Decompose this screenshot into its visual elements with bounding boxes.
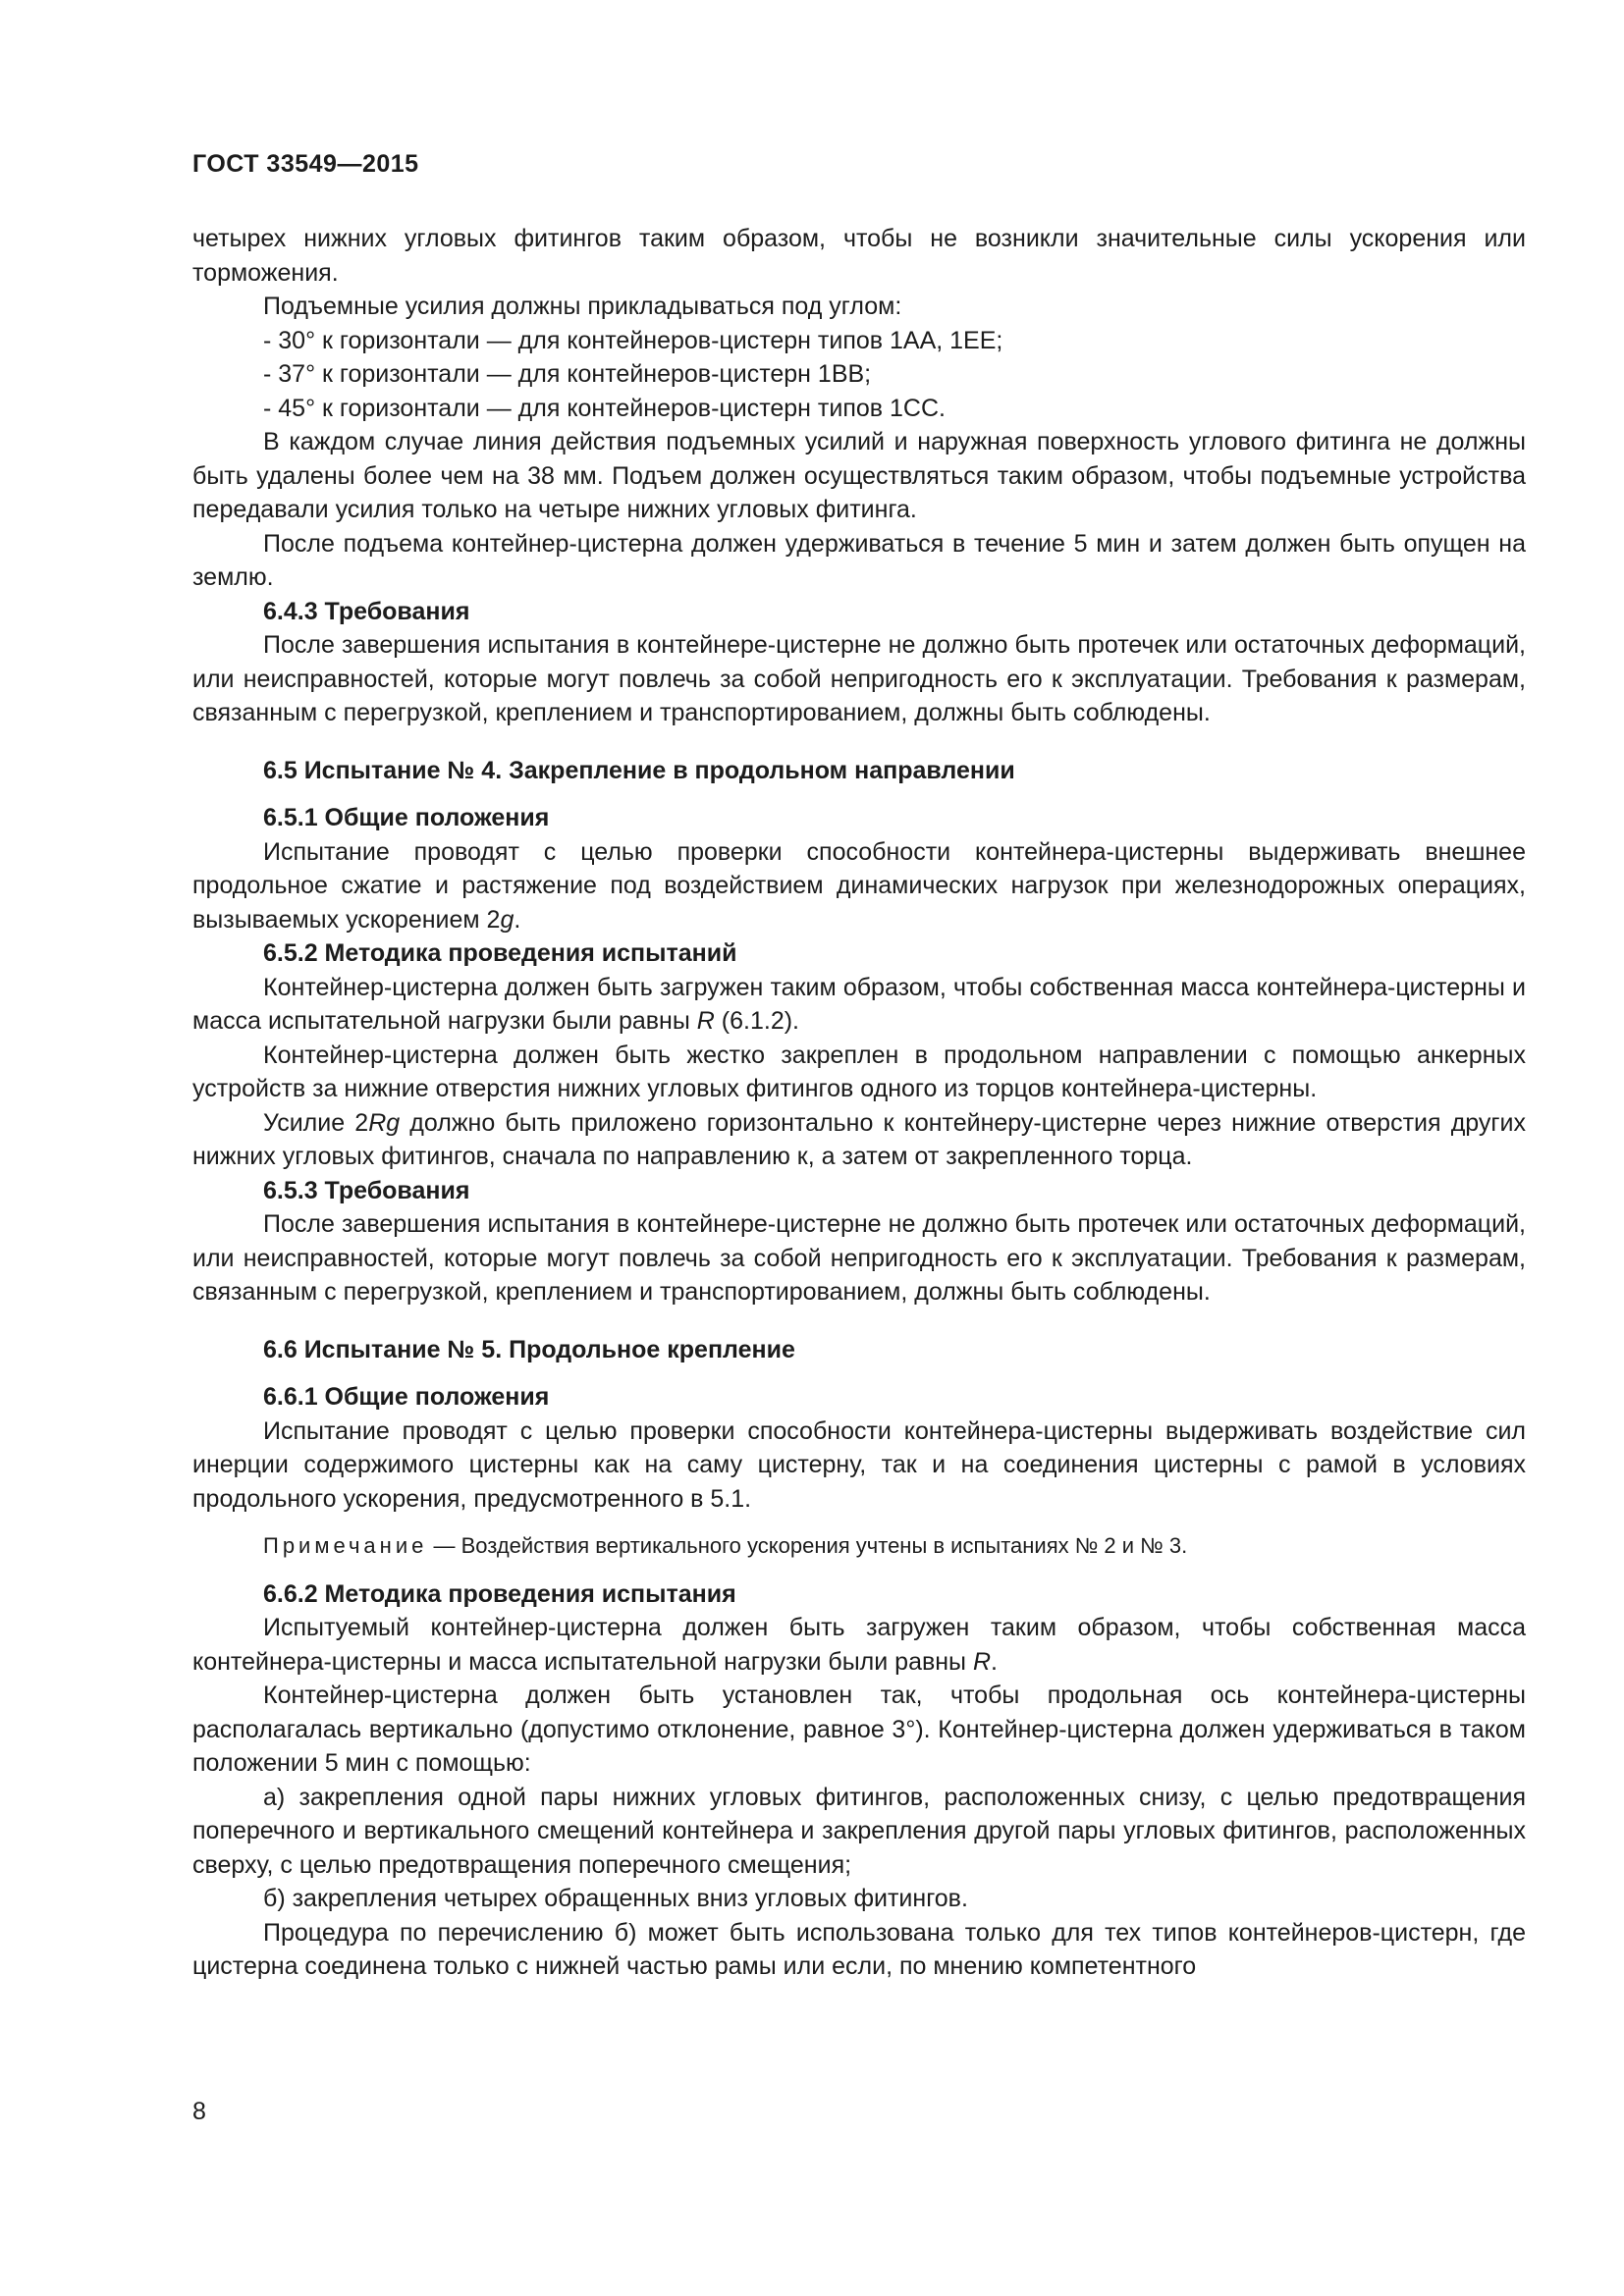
paragraph: Контейнер-цистерна должен быть жестко закреплен в продольном направлении с помощью анкерных устройств за нижние отверстия нижних угловых фитингов одного из торцов контейнера-цистерны.	[192, 1041, 1526, 1102]
note-text: — Воздействия вертикального ускорения учтены в испытаниях № 2 и № 3.	[427, 1533, 1188, 1558]
paragraph: четырех нижних угловых фитингов таким образом, чтобы не возникли значительные силы ускорения или торможения.	[192, 225, 1526, 287]
list-item: а) закрепления одной пары нижних угловых фитингов, расположенных снизу, с целью предотвращения поперечного и вертикального смещений контейнера и закрепления другой пары угловых фитингов, расположенных сверху, с целью предотвращения поперечного смещения;	[192, 1783, 1526, 1879]
text: Контейнер-цистерна должен быть загружен таким образом, чтобы собственная масса контейнера-цистерны и масса испытательной нагрузки были равны	[192, 973, 1526, 1035]
section-heading-6-5: 6.5 Испытание № 4. Закрепление в продольном направлении	[263, 756, 1015, 784]
text: Усилие 2	[263, 1108, 369, 1137]
text: Испытание проводят с целью проверки способности контейнера-цистерны выдерживать внешнее продольное сжатие и растяжение под воздействием динамических нагрузок при железнодорожных операциях, вызываемых ускорением 2	[192, 837, 1526, 934]
paragraph: Испытание проводят с целью проверки способности контейнера-цистерны выдерживать воздействие сил инерции содержимого цистерны как на саму цистерну, так и на соединения цистерны с рамой в условиях продольного ускорения, предусмотренного в 5.1.	[192, 1416, 1526, 1513]
paragraph: Контейнер-цистерна должен быть установлен так, чтобы продольная ось контейнера-цистерны располагалась вертикально (допустимо отклонение, равное 3°). Контейнер-цистерна должен удерживаться в таком положении 5 мин с помощью:	[192, 1682, 1526, 1777]
paragraph	[192, 1611, 1526, 1679]
paragraph	[192, 971, 1526, 1039]
paragraph	[192, 835, 1526, 937]
paragraph: После завершения испытания в контейнере-цистерне не должно быть протечек или остаточных деформаций, или неисправностей, которые могут повлечь за собой непригодность его к эксплуатации. Требования к размерам, связанным с перегрузкой, креплением и транспортированием, должны быть соблюдены.	[192, 631, 1526, 726]
list-item: - 45° к горизонтали — для контейнеров-цистерн типов 1СС.	[263, 394, 946, 422]
document-body	[192, 222, 1526, 1984]
list-item: б) закрепления четырех обращенных вниз угловых фитингов.	[263, 1885, 968, 1912]
paragraph: После завершения испытания в контейнере-цистерне не должно быть протечек или остаточных деформаций, или неисправностей, которые могут повлечь за собой непригодность его к эксплуатации. Требования к размерам, связанным с перегрузкой, креплением и транспортированием, должны быть соблюдены.	[192, 1210, 1526, 1306]
symbol-r: R	[696, 1007, 715, 1035]
paragraph: Подъемные усилия должны прикладываться под углом:	[263, 293, 902, 320]
text: (6.1.2).	[714, 1007, 799, 1035]
section-heading-6-5-1: 6.5.1 Общие положения	[263, 804, 550, 831]
paragraph: В каждом случае линия действия подъемных усилий и наружная поверхность углового фитинга не должны быть удалены более чем на 38 мм. Подъем должен осуществляться таким образом, чтобы подъемные устройства передавали усилия только на четыре нижних угловых фитинга.	[192, 428, 1526, 523]
section-heading-6-6-1: 6.6.1 Общие положения	[263, 1383, 550, 1411]
text: Испытуемый контейнер-цистерна должен быть загружен таким образом, чтобы собственная масса контейнера-цистерны и масса испытательной нагрузки были равны	[192, 1614, 1526, 1676]
list-item: - 30° к горизонтали — для контейнеров-цистерн типов 1АА, 1ЕЕ;	[263, 326, 1003, 354]
page-number: 8	[192, 2098, 206, 2125]
paragraph: Процедура по перечислению б) может быть использована только для тех типов контейнеров-цистерн, где цистерна соединена только с нижней частью рамы или если, по мнению компетентного	[192, 1918, 1526, 1980]
section-heading-6-5-3: 6.5.3 Требования	[263, 1176, 470, 1204]
text: должно быть приложено горизонтально к контейнеру-цистерне через нижние отверстия других нижних угловых фитингов, сначала по направлению к, а затем от закрепленного торца.	[192, 1108, 1526, 1170]
section-heading-6-4-3: 6.4.3 Требования	[263, 597, 470, 625]
text: .	[514, 905, 521, 934]
symbol-g: g	[500, 905, 514, 934]
text: .	[991, 1647, 998, 1676]
note-label: Примечание	[263, 1533, 428, 1558]
symbol-r: R	[972, 1647, 992, 1676]
document-header: ГОСТ 33549—2015	[192, 150, 419, 178]
note	[192, 1529, 1526, 1564]
section-heading-6-6: 6.6 Испытание № 5. Продольное крепление	[263, 1335, 795, 1363]
section-heading-6-6-2: 6.6.2 Методика проведения испытания	[263, 1579, 736, 1608]
list-item: - 37° к горизонтали — для контейнеров-цистерн 1ВВ;	[263, 360, 872, 388]
section-heading-6-5-2: 6.5.2 Методика проведения испытаний	[263, 939, 737, 967]
symbol-rg: Rg	[368, 1108, 401, 1137]
paragraph	[192, 1106, 1526, 1174]
paragraph: После подъема контейнер-цистерна должен удерживаться в течение 5 мин и затем должен быть опущен на землю.	[192, 529, 1526, 591]
